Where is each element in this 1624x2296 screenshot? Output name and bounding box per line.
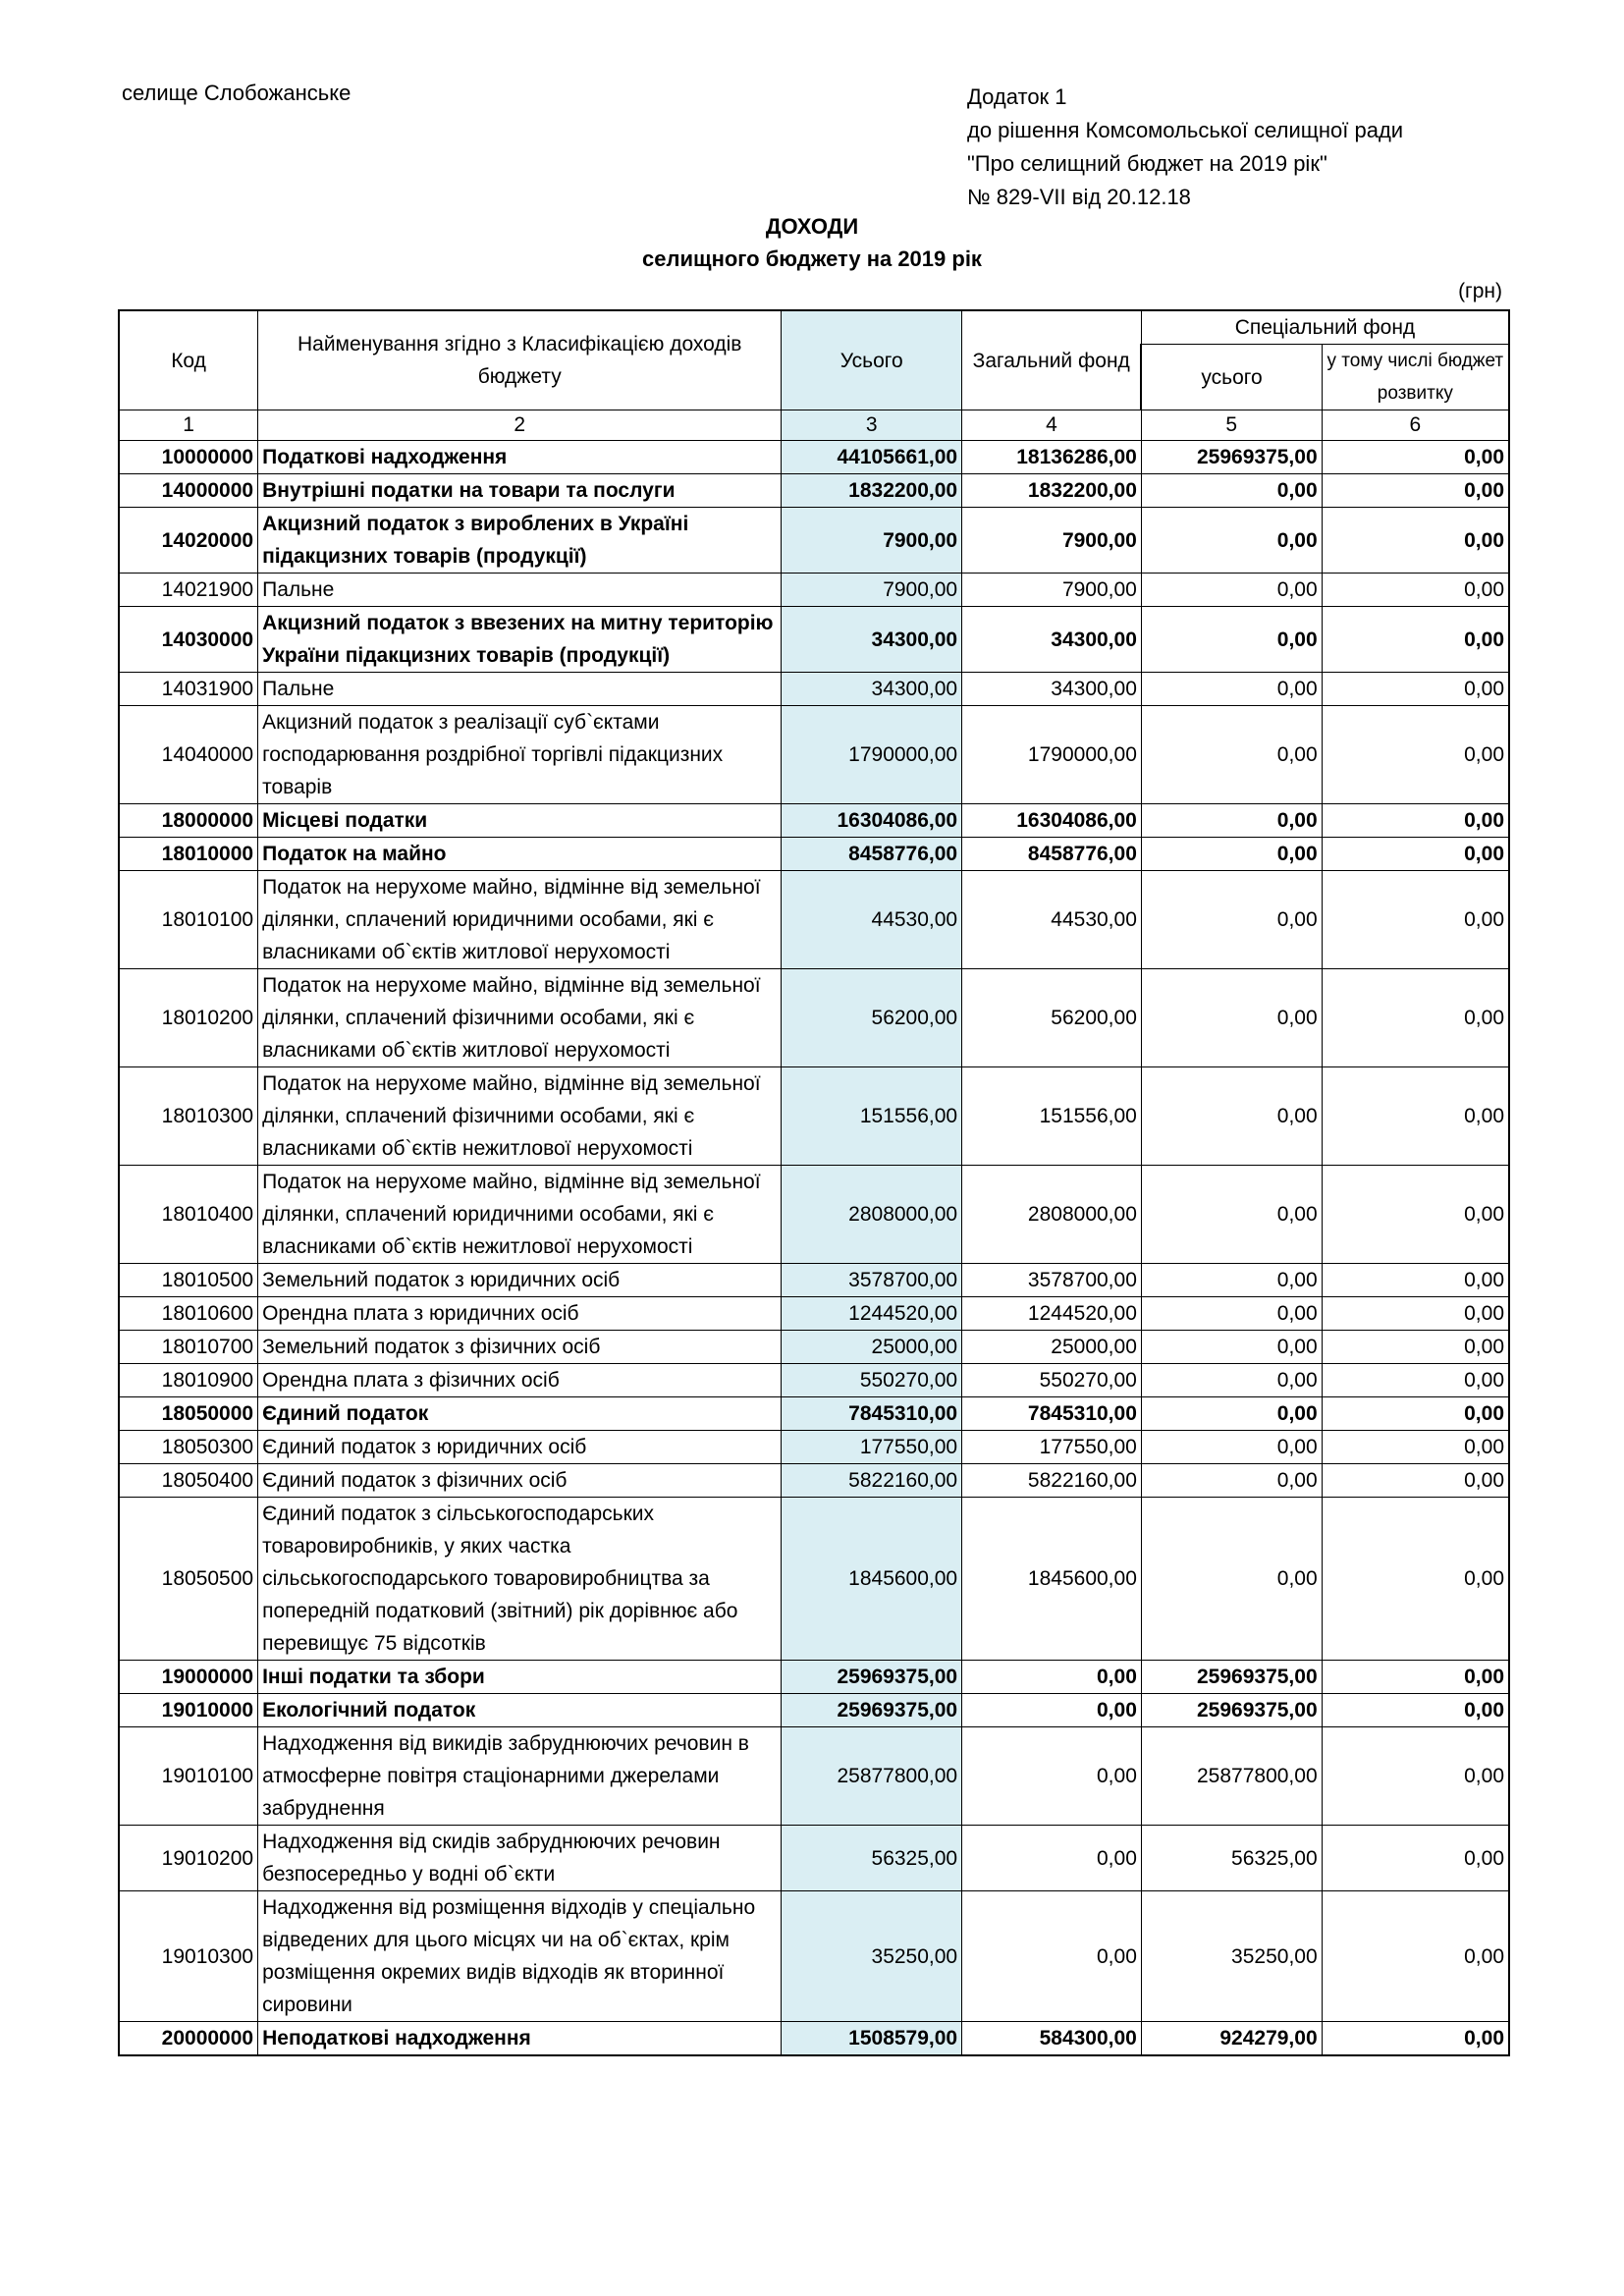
row-total: 25969375,00 xyxy=(782,1694,962,1727)
row-development-budget: 0,00 xyxy=(1322,1891,1509,2022)
row-total: 2808000,00 xyxy=(782,1166,962,1264)
row-total: 1832200,00 xyxy=(782,474,962,508)
row-code: 19010100 xyxy=(119,1727,258,1826)
row-general-fund: 7900,00 xyxy=(962,574,1142,607)
table-row xyxy=(119,969,1509,1067)
row-name: Акцизний податок з ввезених на митну територію України підакцизних товарів (продукції) xyxy=(258,607,782,673)
row-total: 177550,00 xyxy=(782,1431,962,1464)
row-name: Надходження від скидів забруднюючих речовин безпосередньо у водні об`єкти xyxy=(258,1826,782,1891)
row-development-budget: 0,00 xyxy=(1322,1264,1509,1297)
row-name: Надходження від викидів забруднюючих речовин в атмосферне повітря стаціонарними джерелами забруднення xyxy=(258,1727,782,1826)
row-development-budget: 0,00 xyxy=(1322,1431,1509,1464)
row-name: Податок на нерухоме майно, відмінне від земельної ділянки, сплачений фізичними особами, які є власниками об`єктів житлової нерухомості xyxy=(258,969,782,1067)
header-total: Усього xyxy=(782,310,962,410)
table-row xyxy=(119,1498,1509,1661)
row-name: Акцизний податок з вироблених в Україні підакцизних товарів (продукції) xyxy=(258,508,782,574)
row-code: 18050300 xyxy=(119,1431,258,1464)
row-development-budget: 0,00 xyxy=(1322,673,1509,706)
row-general-fund: 1790000,00 xyxy=(962,706,1142,804)
row-code: 18010400 xyxy=(119,1166,258,1264)
row-code: 20000000 xyxy=(119,2022,258,2056)
row-general-fund: 34300,00 xyxy=(962,607,1142,673)
column-number: 3 xyxy=(782,410,962,441)
row-general-fund: 1845600,00 xyxy=(962,1498,1142,1661)
row-name: Надходження від розміщення відходів у спеціально відведених для цього місцях чи на об`єктах, крім розміщення окремих видів відходів як вторинної сировини xyxy=(258,1891,782,2022)
document-title: ДОХОДИ xyxy=(765,214,859,239)
row-development-budget: 0,00 xyxy=(1322,1397,1509,1431)
row-code: 18010000 xyxy=(119,838,258,871)
row-name: Внутрішні податки на товари та послуги xyxy=(258,474,782,508)
row-total: 7900,00 xyxy=(782,508,962,574)
row-name: Пальне xyxy=(258,673,782,706)
row-special-fund: 0,00 xyxy=(1141,804,1322,838)
row-development-budget: 0,00 xyxy=(1322,871,1509,969)
row-code: 18010900 xyxy=(119,1364,258,1397)
row-name: Пальне xyxy=(258,574,782,607)
row-special-fund: 0,00 xyxy=(1141,871,1322,969)
row-total: 1790000,00 xyxy=(782,706,962,804)
row-special-fund: 0,00 xyxy=(1141,1397,1322,1431)
row-name: Орендна плата з фізичних осіб xyxy=(258,1364,782,1397)
row-general-fund: 18136286,00 xyxy=(962,441,1142,474)
revenue-table xyxy=(118,309,1510,2056)
table-row xyxy=(119,1397,1509,1431)
row-name: Єдиний податок з сільськогосподарських товаровиробників, у яких частка сільськогосподарського товаровиробництва за попередній податковий (звітний) рік дорівнює або перевищує 75 відсотків xyxy=(258,1498,782,1661)
row-development-budget: 0,00 xyxy=(1322,1727,1509,1826)
appendix-note xyxy=(967,81,1403,214)
row-development-budget: 0,00 xyxy=(1322,1364,1509,1397)
row-special-fund: 56325,00 xyxy=(1141,1826,1322,1891)
table-row xyxy=(119,1364,1509,1397)
row-total: 151556,00 xyxy=(782,1067,962,1166)
table-row xyxy=(119,508,1509,574)
row-code: 10000000 xyxy=(119,441,258,474)
row-general-fund: 44530,00 xyxy=(962,871,1142,969)
row-code: 19010000 xyxy=(119,1694,258,1727)
row-development-budget: 0,00 xyxy=(1322,474,1509,508)
row-special-fund: 0,00 xyxy=(1141,607,1322,673)
table-row xyxy=(119,1826,1509,1891)
row-general-fund: 177550,00 xyxy=(962,1431,1142,1464)
row-development-budget: 0,00 xyxy=(1322,804,1509,838)
row-name: Земельний податок з фізичних осіб xyxy=(258,1331,782,1364)
row-special-fund: 0,00 xyxy=(1141,1364,1322,1397)
row-total: 44105661,00 xyxy=(782,441,962,474)
table-row xyxy=(119,1661,1509,1694)
row-code: 19010300 xyxy=(119,1891,258,2022)
row-general-fund: 0,00 xyxy=(962,1694,1142,1727)
row-general-fund: 1832200,00 xyxy=(962,474,1142,508)
row-development-budget: 0,00 xyxy=(1322,1661,1509,1694)
row-development-budget: 0,00 xyxy=(1322,441,1509,474)
header-special-dev: у тому числі бюджет розвитку xyxy=(1322,345,1509,410)
row-special-fund: 0,00 xyxy=(1141,706,1322,804)
row-development-budget: 0,00 xyxy=(1322,574,1509,607)
row-code: 18010100 xyxy=(119,871,258,969)
row-special-fund: 25877800,00 xyxy=(1141,1727,1322,1826)
row-development-budget: 0,00 xyxy=(1322,508,1509,574)
row-total: 7900,00 xyxy=(782,574,962,607)
row-special-fund: 0,00 xyxy=(1141,508,1322,574)
row-name: Податок на нерухоме майно, відмінне від земельної ділянки, сплачений юридичними особами, які є власниками об`єктів житлової нерухомості xyxy=(258,871,782,969)
row-total: 8458776,00 xyxy=(782,838,962,871)
row-special-fund: 0,00 xyxy=(1141,1498,1322,1661)
row-name: Єдиний податок з фізичних осіб xyxy=(258,1464,782,1498)
row-code: 14030000 xyxy=(119,607,258,673)
row-general-fund: 5822160,00 xyxy=(962,1464,1142,1498)
appendix-line: до рішення Комсомольської селищної ради xyxy=(967,118,1404,142)
row-general-fund: 1244520,00 xyxy=(962,1297,1142,1331)
row-total: 25969375,00 xyxy=(782,1661,962,1694)
row-general-fund: 584300,00 xyxy=(962,2022,1142,2056)
row-special-fund: 0,00 xyxy=(1141,1464,1322,1498)
table-row xyxy=(119,1331,1509,1364)
row-general-fund: 7845310,00 xyxy=(962,1397,1142,1431)
row-name: Єдиний податок з юридичних осіб xyxy=(258,1431,782,1464)
row-general-fund: 0,00 xyxy=(962,1891,1142,2022)
row-special-fund: 0,00 xyxy=(1141,1297,1322,1331)
row-total: 34300,00 xyxy=(782,607,962,673)
row-special-fund: 0,00 xyxy=(1141,1331,1322,1364)
row-code: 14021900 xyxy=(119,574,258,607)
row-development-budget: 0,00 xyxy=(1322,1694,1509,1727)
row-general-fund: 151556,00 xyxy=(962,1067,1142,1166)
row-code: 14000000 xyxy=(119,474,258,508)
row-general-fund: 0,00 xyxy=(962,1727,1142,1826)
column-number: 6 xyxy=(1322,410,1509,441)
table-row xyxy=(119,2022,1509,2056)
header-name: Найменування згідно з Класифікацією доходів бюджету xyxy=(258,310,782,410)
header-code: Код xyxy=(119,310,258,410)
row-name: Орендна плата з юридичних осіб xyxy=(258,1297,782,1331)
table-row xyxy=(119,1264,1509,1297)
settlement-name: селище Слобожанське xyxy=(122,81,352,105)
row-code: 14031900 xyxy=(119,673,258,706)
table-row xyxy=(119,1891,1509,2022)
row-special-fund: 35250,00 xyxy=(1141,1891,1322,2022)
row-code: 18010600 xyxy=(119,1297,258,1331)
row-development-budget: 0,00 xyxy=(1322,607,1509,673)
column-number: 1 xyxy=(119,410,258,441)
row-special-fund: 25969375,00 xyxy=(1141,1661,1322,1694)
row-name: Податок на нерухоме майно, відмінне від земельної ділянки, сплачений фізичними особами, які є власниками об`єктів нежитлової нерухомості xyxy=(258,1067,782,1166)
row-development-budget: 0,00 xyxy=(1322,1498,1509,1661)
row-total: 7845310,00 xyxy=(782,1397,962,1431)
column-number: 5 xyxy=(1141,410,1322,441)
table-body xyxy=(119,441,1509,2056)
row-code: 18050500 xyxy=(119,1498,258,1661)
table-row xyxy=(119,607,1509,673)
row-code: 14020000 xyxy=(119,508,258,574)
row-development-budget: 0,00 xyxy=(1322,1067,1509,1166)
row-name: Податкові надходження xyxy=(258,441,782,474)
row-total: 3578700,00 xyxy=(782,1264,962,1297)
row-development-budget: 0,00 xyxy=(1322,1826,1509,1891)
header-special-fund: Спеціальний фонд xyxy=(1141,310,1509,345)
row-name: Місцеві податки xyxy=(258,804,782,838)
row-general-fund: 2808000,00 xyxy=(962,1166,1142,1264)
row-code: 18000000 xyxy=(119,804,258,838)
table-row xyxy=(119,474,1509,508)
row-total: 35250,00 xyxy=(782,1891,962,2022)
row-development-budget: 0,00 xyxy=(1322,1297,1509,1331)
row-code: 18050000 xyxy=(119,1397,258,1431)
currency-unit: (грн) xyxy=(1458,280,1502,302)
table-row xyxy=(119,804,1509,838)
row-name: Податок на нерухоме майно, відмінне від земельної ділянки, сплачений юридичними особами, які є власниками об`єктів нежитлової нерухомості xyxy=(258,1166,782,1264)
table-row xyxy=(119,871,1509,969)
row-general-fund: 3578700,00 xyxy=(962,1264,1142,1297)
row-total: 550270,00 xyxy=(782,1364,962,1397)
appendix-line: "Про селищний бюджет на 2019 рік" xyxy=(967,151,1327,176)
row-name: Неподаткові надходження xyxy=(258,2022,782,2056)
row-development-budget: 0,00 xyxy=(1322,838,1509,871)
table-row xyxy=(119,1727,1509,1826)
row-name: Акцизний податок з реалізації суб`єктами господарювання роздрібної торгівлі підакцизних товарів xyxy=(258,706,782,804)
row-name: Єдиний податок xyxy=(258,1397,782,1431)
table-row xyxy=(119,574,1509,607)
table-row xyxy=(119,838,1509,871)
row-special-fund: 0,00 xyxy=(1141,1264,1322,1297)
row-total: 1845600,00 xyxy=(782,1498,962,1661)
table-row xyxy=(119,1694,1509,1727)
row-name: Податок на майно xyxy=(258,838,782,871)
row-total: 1244520,00 xyxy=(782,1297,962,1331)
row-general-fund: 34300,00 xyxy=(962,673,1142,706)
row-general-fund: 8458776,00 xyxy=(962,838,1142,871)
row-general-fund: 56200,00 xyxy=(962,969,1142,1067)
row-code: 18050400 xyxy=(119,1464,258,1498)
row-code: 14040000 xyxy=(119,706,258,804)
row-code: 19000000 xyxy=(119,1661,258,1694)
row-development-budget: 0,00 xyxy=(1322,969,1509,1067)
header-special-total: усього xyxy=(1141,345,1322,410)
appendix-line: Додаток 1 xyxy=(967,84,1067,109)
row-name: Екологічний податок xyxy=(258,1694,782,1727)
appendix-line: № 829-VII від 20.12.18 xyxy=(967,185,1191,209)
table-row xyxy=(119,673,1509,706)
row-total: 25000,00 xyxy=(782,1331,962,1364)
column-number: 2 xyxy=(258,410,782,441)
row-general-fund: 7900,00 xyxy=(962,508,1142,574)
row-code: 18010500 xyxy=(119,1264,258,1297)
row-total: 56200,00 xyxy=(782,969,962,1067)
row-special-fund: 0,00 xyxy=(1141,474,1322,508)
row-total: 1508579,00 xyxy=(782,2022,962,2056)
row-code: 19010200 xyxy=(119,1826,258,1891)
table-row xyxy=(119,1431,1509,1464)
row-total: 34300,00 xyxy=(782,673,962,706)
row-special-fund: 0,00 xyxy=(1141,1166,1322,1264)
row-code: 18010200 xyxy=(119,969,258,1067)
row-name: Земельний податок з юридичних осіб xyxy=(258,1264,782,1297)
row-development-budget: 0,00 xyxy=(1322,1464,1509,1498)
table-row xyxy=(119,441,1509,474)
row-special-fund: 0,00 xyxy=(1141,1431,1322,1464)
table-row xyxy=(119,706,1509,804)
table-row xyxy=(119,1464,1509,1498)
row-general-fund: 550270,00 xyxy=(962,1364,1142,1397)
row-total: 16304086,00 xyxy=(782,804,962,838)
row-code: 18010700 xyxy=(119,1331,258,1364)
row-special-fund: 0,00 xyxy=(1141,1067,1322,1166)
row-special-fund: 25969375,00 xyxy=(1141,1694,1322,1727)
row-development-budget: 0,00 xyxy=(1322,1166,1509,1264)
row-special-fund: 25969375,00 xyxy=(1141,441,1322,474)
row-total: 5822160,00 xyxy=(782,1464,962,1498)
table-row xyxy=(119,1067,1509,1166)
row-general-fund: 0,00 xyxy=(962,1826,1142,1891)
row-special-fund: 924279,00 xyxy=(1141,2022,1322,2056)
row-special-fund: 0,00 xyxy=(1141,673,1322,706)
row-special-fund: 0,00 xyxy=(1141,969,1322,1067)
row-development-budget: 0,00 xyxy=(1322,706,1509,804)
header-general-fund: Загальний фонд xyxy=(962,310,1142,410)
table-row xyxy=(119,1297,1509,1331)
row-total: 56325,00 xyxy=(782,1826,962,1891)
row-total: 25877800,00 xyxy=(782,1727,962,1826)
row-development-budget: 0,00 xyxy=(1322,1331,1509,1364)
row-general-fund: 0,00 xyxy=(962,1661,1142,1694)
row-general-fund: 25000,00 xyxy=(962,1331,1142,1364)
row-general-fund: 16304086,00 xyxy=(962,804,1142,838)
row-total: 44530,00 xyxy=(782,871,962,969)
row-name: Інші податки та збори xyxy=(258,1661,782,1694)
row-development-budget: 0,00 xyxy=(1322,2022,1509,2056)
column-number: 4 xyxy=(962,410,1142,441)
table-row xyxy=(119,1166,1509,1264)
row-special-fund: 0,00 xyxy=(1141,574,1322,607)
document-subtitle: селищного бюджету на 2019 рік xyxy=(642,246,982,271)
row-code: 18010300 xyxy=(119,1067,258,1166)
row-special-fund: 0,00 xyxy=(1141,838,1322,871)
